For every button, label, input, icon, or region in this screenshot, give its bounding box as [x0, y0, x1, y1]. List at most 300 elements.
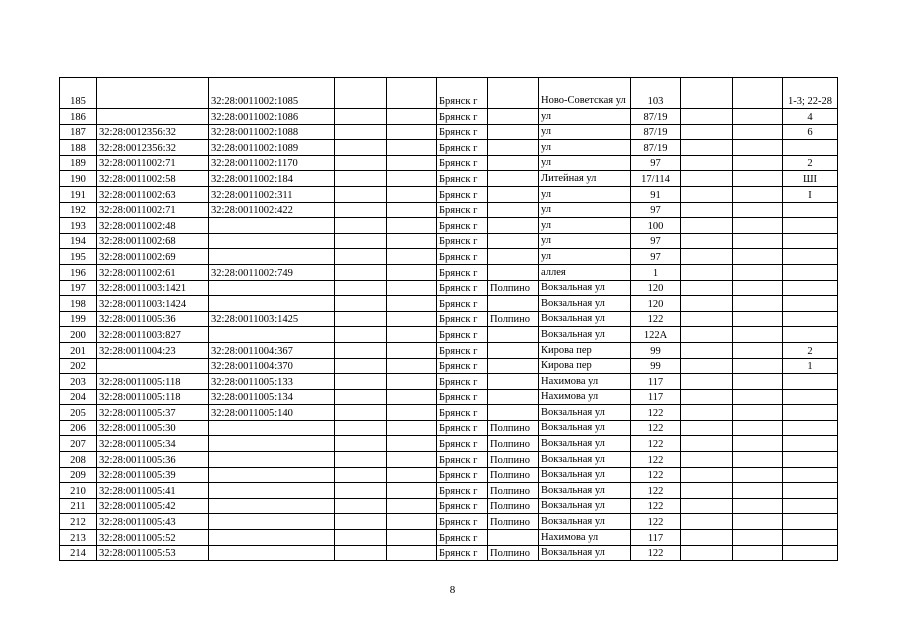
- empty-cell: [387, 218, 437, 234]
- land-cadastral-number-cell: 32:28:0011005:52: [97, 530, 209, 546]
- empty-cell: [733, 249, 783, 265]
- empty-cell: [733, 171, 783, 187]
- empty-cell: [681, 483, 733, 499]
- row-number-cell: 194: [60, 233, 97, 249]
- apartment-cell: ШI: [783, 171, 838, 187]
- object-cadastral-number-cell: 32:28:0011002:422: [209, 202, 335, 218]
- empty-cell: [733, 342, 783, 358]
- land-cadastral-number-cell: [97, 109, 209, 125]
- apartment-cell: 1-3; 22-28: [783, 78, 838, 109]
- empty-cell: [335, 327, 387, 343]
- table-row: [60, 405, 838, 421]
- apartment-cell: [783, 218, 838, 234]
- empty-cell: [733, 202, 783, 218]
- apartment-cell: 4: [783, 109, 838, 125]
- land-cadastral-number-cell: 32:28:0011003:1421: [97, 280, 209, 296]
- land-cadastral-number-cell: 32:28:0011005:37: [97, 405, 209, 421]
- house-number-cell: 99: [631, 342, 681, 358]
- locality-cell: [488, 249, 539, 265]
- object-cadastral-number-cell: 32:28:0011003:1425: [209, 311, 335, 327]
- house-number-cell: 103: [631, 78, 681, 109]
- empty-cell: [387, 358, 437, 374]
- house-number-cell: 91: [631, 186, 681, 202]
- city-cell: Брянск г: [437, 171, 488, 187]
- empty-cell: [335, 186, 387, 202]
- object-cadastral-number-cell: 32:28:0011005:133: [209, 374, 335, 390]
- city-cell: Брянск г: [437, 389, 488, 405]
- apartment-cell: [783, 249, 838, 265]
- row-number-cell: 204: [60, 389, 97, 405]
- object-cadastral-number-cell: 32:28:0011002:184: [209, 171, 335, 187]
- street-cell: Вокзальная ул: [539, 420, 631, 436]
- empty-cell: [387, 186, 437, 202]
- land-cadastral-number-cell: 32:28:0011005:118: [97, 374, 209, 390]
- table-row: [60, 78, 838, 109]
- empty-cell: [387, 530, 437, 546]
- row-number-cell: 201: [60, 342, 97, 358]
- street-cell: ул: [539, 155, 631, 171]
- empty-cell: [733, 124, 783, 140]
- apartment-cell: [783, 202, 838, 218]
- object-cadastral-number-cell: 32:28:0011004:367: [209, 342, 335, 358]
- city-cell: Брянск г: [437, 342, 488, 358]
- table-row: [60, 124, 838, 140]
- table-row: [60, 171, 838, 187]
- locality-cell: [488, 171, 539, 187]
- object-cadastral-number-cell: 32:28:0011005:134: [209, 389, 335, 405]
- city-cell: Брянск г: [437, 155, 488, 171]
- empty-cell: [387, 327, 437, 343]
- row-number-cell: 209: [60, 467, 97, 483]
- city-cell: Брянск г: [437, 530, 488, 546]
- locality-cell: [488, 358, 539, 374]
- land-cadastral-number-cell: 32:28:0011005:118: [97, 389, 209, 405]
- land-cadastral-number-cell: 32:28:0011005:36: [97, 311, 209, 327]
- land-cadastral-number-cell: 32:28:0011005:53: [97, 545, 209, 561]
- empty-cell: [681, 420, 733, 436]
- house-number-cell: 122: [631, 452, 681, 468]
- object-cadastral-number-cell: [209, 296, 335, 312]
- table-row: [60, 311, 838, 327]
- street-cell: Вокзальная ул: [539, 436, 631, 452]
- land-cadastral-number-cell: 32:28:0011005:43: [97, 514, 209, 530]
- row-number-cell: 190: [60, 171, 97, 187]
- street-cell: Кирова пер: [539, 358, 631, 374]
- table-row: [60, 358, 838, 374]
- apartment-cell: [783, 311, 838, 327]
- empty-cell: [387, 405, 437, 421]
- land-cadastral-number-cell: 32:28:0012356:32: [97, 140, 209, 156]
- empty-cell: [335, 374, 387, 390]
- street-cell: Вокзальная ул: [539, 280, 631, 296]
- row-number-cell: 214: [60, 545, 97, 561]
- land-cadastral-number-cell: 32:28:0011005:41: [97, 483, 209, 499]
- city-cell: Брянск г: [437, 405, 488, 421]
- empty-cell: [733, 530, 783, 546]
- empty-cell: [335, 452, 387, 468]
- apartment-cell: [783, 467, 838, 483]
- house-number-cell: 1: [631, 264, 681, 280]
- empty-cell: [681, 358, 733, 374]
- object-cadastral-number-cell: [209, 327, 335, 343]
- locality-cell: Полпино: [488, 436, 539, 452]
- empty-cell: [681, 389, 733, 405]
- empty-cell: [387, 498, 437, 514]
- house-number-cell: 87/19: [631, 124, 681, 140]
- house-number-cell: 117: [631, 389, 681, 405]
- empty-cell: [733, 374, 783, 390]
- land-cadastral-number-cell: 32:28:0011005:39: [97, 467, 209, 483]
- locality-cell: [488, 109, 539, 125]
- empty-cell: [335, 483, 387, 499]
- locality-cell: Полпино: [488, 311, 539, 327]
- street-cell: Нахимова ул: [539, 389, 631, 405]
- row-number-cell: 212: [60, 514, 97, 530]
- table-row: [60, 467, 838, 483]
- land-cadastral-number-cell: 32:28:0011005:34: [97, 436, 209, 452]
- empty-cell: [681, 233, 733, 249]
- table-row: [60, 389, 838, 405]
- street-cell: ул: [539, 109, 631, 125]
- house-number-cell: 122: [631, 545, 681, 561]
- empty-cell: [733, 389, 783, 405]
- locality-cell: [488, 264, 539, 280]
- object-cadastral-number-cell: [209, 249, 335, 265]
- locality-cell: Полпино: [488, 514, 539, 530]
- empty-cell: [733, 78, 783, 109]
- city-cell: Брянск г: [437, 374, 488, 390]
- empty-cell: [387, 233, 437, 249]
- empty-cell: [681, 218, 733, 234]
- row-number-cell: 189: [60, 155, 97, 171]
- row-number-cell: 187: [60, 124, 97, 140]
- row-number-cell: 199: [60, 311, 97, 327]
- object-cadastral-number-cell: [209, 452, 335, 468]
- house-number-cell: 97: [631, 155, 681, 171]
- street-cell: ул: [539, 124, 631, 140]
- row-number-cell: 210: [60, 483, 97, 499]
- empty-cell: [335, 202, 387, 218]
- apartment-cell: [783, 389, 838, 405]
- table-row: [60, 140, 838, 156]
- house-number-cell: 122: [631, 483, 681, 499]
- empty-cell: [733, 233, 783, 249]
- city-cell: Брянск г: [437, 358, 488, 374]
- street-cell: ул: [539, 233, 631, 249]
- apartment-cell: [783, 530, 838, 546]
- apartment-cell: [783, 436, 838, 452]
- empty-cell: [733, 545, 783, 561]
- locality-cell: [488, 78, 539, 109]
- object-cadastral-number-cell: [209, 233, 335, 249]
- house-number-cell: 122: [631, 514, 681, 530]
- row-number-cell: 192: [60, 202, 97, 218]
- street-cell: ул: [539, 186, 631, 202]
- table-row: [60, 342, 838, 358]
- row-number-cell: 196: [60, 264, 97, 280]
- city-cell: Брянск г: [437, 498, 488, 514]
- city-cell: Брянск г: [437, 249, 488, 265]
- apartment-cell: 2: [783, 342, 838, 358]
- locality-cell: [488, 530, 539, 546]
- house-number-cell: 100: [631, 218, 681, 234]
- empty-cell: [387, 296, 437, 312]
- table-row: [60, 452, 838, 468]
- object-cadastral-number-cell: [209, 530, 335, 546]
- city-cell: Брянск г: [437, 327, 488, 343]
- apartment-cell: [783, 280, 838, 296]
- object-cadastral-number-cell: [209, 280, 335, 296]
- empty-cell: [681, 171, 733, 187]
- land-cadastral-number-cell: 32:28:0011005:30: [97, 420, 209, 436]
- empty-cell: [681, 78, 733, 109]
- empty-cell: [681, 264, 733, 280]
- empty-cell: [335, 140, 387, 156]
- table-row: [60, 514, 838, 530]
- locality-cell: Полпино: [488, 545, 539, 561]
- house-number-cell: 87/19: [631, 109, 681, 125]
- city-cell: Брянск г: [437, 467, 488, 483]
- city-cell: Брянск г: [437, 264, 488, 280]
- table-row: [60, 420, 838, 436]
- apartment-cell: [783, 452, 838, 468]
- locality-cell: [488, 202, 539, 218]
- empty-cell: [335, 420, 387, 436]
- apartment-cell: [783, 264, 838, 280]
- row-number-cell: 200: [60, 327, 97, 343]
- locality-cell: [488, 342, 539, 358]
- apartment-cell: [783, 420, 838, 436]
- city-cell: Брянск г: [437, 233, 488, 249]
- empty-cell: [387, 78, 437, 109]
- empty-cell: [335, 436, 387, 452]
- object-cadastral-number-cell: 32:28:0011002:1088: [209, 124, 335, 140]
- empty-cell: [387, 264, 437, 280]
- apartment-cell: [783, 140, 838, 156]
- city-cell: Брянск г: [437, 218, 488, 234]
- city-cell: Брянск г: [437, 420, 488, 436]
- empty-cell: [387, 109, 437, 125]
- empty-cell: [733, 140, 783, 156]
- locality-cell: [488, 155, 539, 171]
- empty-cell: [681, 452, 733, 468]
- empty-cell: [387, 280, 437, 296]
- street-cell: Вокзальная ул: [539, 405, 631, 421]
- house-number-cell: 122А: [631, 327, 681, 343]
- row-number-cell: 211: [60, 498, 97, 514]
- house-number-cell: 97: [631, 233, 681, 249]
- empty-cell: [387, 514, 437, 530]
- locality-cell: [488, 327, 539, 343]
- empty-cell: [335, 467, 387, 483]
- street-cell: Вокзальная ул: [539, 514, 631, 530]
- row-number-cell: 191: [60, 186, 97, 202]
- empty-cell: [387, 171, 437, 187]
- street-cell: Вокзальная ул: [539, 311, 631, 327]
- empty-cell: [733, 280, 783, 296]
- empty-cell: [681, 249, 733, 265]
- empty-cell: [681, 467, 733, 483]
- empty-cell: [387, 374, 437, 390]
- object-cadastral-number-cell: 32:28:0011002:1089: [209, 140, 335, 156]
- apartment-cell: [783, 327, 838, 343]
- empty-cell: [335, 530, 387, 546]
- empty-cell: [681, 140, 733, 156]
- city-cell: Брянск г: [437, 545, 488, 561]
- locality-cell: [488, 186, 539, 202]
- empty-cell: [335, 264, 387, 280]
- empty-cell: [733, 514, 783, 530]
- locality-cell: Полпино: [488, 498, 539, 514]
- object-cadastral-number-cell: 32:28:0011002:1170: [209, 155, 335, 171]
- apartment-cell: [783, 514, 838, 530]
- empty-cell: [335, 124, 387, 140]
- empty-cell: [387, 420, 437, 436]
- land-cadastral-number-cell: 32:28:0011002:68: [97, 233, 209, 249]
- house-number-cell: 97: [631, 249, 681, 265]
- table-row: [60, 530, 838, 546]
- land-cadastral-number-cell: 32:28:0011002:61: [97, 264, 209, 280]
- locality-cell: [488, 374, 539, 390]
- empty-cell: [733, 264, 783, 280]
- empty-cell: [335, 514, 387, 530]
- table-row: [60, 155, 838, 171]
- street-cell: Вокзальная ул: [539, 467, 631, 483]
- row-number-cell: 185: [60, 78, 97, 109]
- table-row: [60, 186, 838, 202]
- object-cadastral-number-cell: 32:28:0011005:140: [209, 405, 335, 421]
- empty-cell: [681, 342, 733, 358]
- empty-cell: [681, 155, 733, 171]
- empty-cell: [681, 374, 733, 390]
- empty-cell: [733, 311, 783, 327]
- empty-cell: [387, 155, 437, 171]
- object-cadastral-number-cell: 32:28:0011002:749: [209, 264, 335, 280]
- empty-cell: [733, 358, 783, 374]
- table-row: [60, 249, 838, 265]
- land-cadastral-number-cell: 32:28:0011002:71: [97, 202, 209, 218]
- empty-cell: [681, 530, 733, 546]
- house-number-cell: 120: [631, 280, 681, 296]
- object-cadastral-number-cell: [209, 498, 335, 514]
- city-cell: Брянск г: [437, 483, 488, 499]
- street-cell: Вокзальная ул: [539, 498, 631, 514]
- empty-cell: [335, 280, 387, 296]
- empty-cell: [681, 296, 733, 312]
- table-row: [60, 436, 838, 452]
- empty-cell: [387, 342, 437, 358]
- land-cadastral-number-cell: [97, 78, 209, 109]
- object-cadastral-number-cell: [209, 420, 335, 436]
- object-cadastral-number-cell: [209, 467, 335, 483]
- street-cell: Вокзальная ул: [539, 483, 631, 499]
- apartment-cell: [783, 498, 838, 514]
- street-cell: аллея: [539, 264, 631, 280]
- empty-cell: [387, 140, 437, 156]
- locality-cell: Полпино: [488, 420, 539, 436]
- house-number-cell: 122: [631, 498, 681, 514]
- row-number-cell: 188: [60, 140, 97, 156]
- land-cadastral-number-cell: 32:28:0011002:63: [97, 186, 209, 202]
- empty-cell: [335, 233, 387, 249]
- object-cadastral-number-cell: [209, 483, 335, 499]
- city-cell: Брянск г: [437, 109, 488, 125]
- empty-cell: [733, 327, 783, 343]
- empty-cell: [335, 498, 387, 514]
- page-number: 8: [449, 584, 456, 596]
- empty-cell: [387, 389, 437, 405]
- land-cadastral-number-cell: [97, 358, 209, 374]
- empty-cell: [335, 405, 387, 421]
- apartment-cell: [783, 483, 838, 499]
- house-number-cell: 17/114: [631, 171, 681, 187]
- house-number-cell: 99: [631, 358, 681, 374]
- street-cell: ул: [539, 202, 631, 218]
- street-cell: Литейная ул: [539, 171, 631, 187]
- city-cell: Брянск г: [437, 140, 488, 156]
- city-cell: Брянск г: [437, 78, 488, 109]
- row-number-cell: 186: [60, 109, 97, 125]
- row-number-cell: 205: [60, 405, 97, 421]
- house-number-cell: 97: [631, 202, 681, 218]
- empty-cell: [733, 452, 783, 468]
- apartment-cell: I: [783, 186, 838, 202]
- empty-cell: [733, 483, 783, 499]
- empty-cell: [335, 78, 387, 109]
- row-number-cell: 208: [60, 452, 97, 468]
- empty-cell: [733, 405, 783, 421]
- empty-cell: [681, 436, 733, 452]
- apartment-cell: [783, 545, 838, 561]
- empty-cell: [335, 342, 387, 358]
- empty-cell: [681, 280, 733, 296]
- empty-cell: [733, 155, 783, 171]
- street-cell: Кирова пер: [539, 342, 631, 358]
- land-cadastral-number-cell: 32:28:0011002:48: [97, 218, 209, 234]
- house-number-cell: 117: [631, 530, 681, 546]
- land-cadastral-number-cell: 32:28:0011003:827: [97, 327, 209, 343]
- apartment-cell: 2: [783, 155, 838, 171]
- locality-cell: Полпино: [488, 452, 539, 468]
- empty-cell: [387, 202, 437, 218]
- empty-cell: [681, 186, 733, 202]
- empty-cell: [733, 420, 783, 436]
- table-row: [60, 545, 838, 561]
- land-cadastral-number-cell: 32:28:0011005:36: [97, 452, 209, 468]
- empty-cell: [681, 327, 733, 343]
- empty-cell: [733, 296, 783, 312]
- row-number-cell: 202: [60, 358, 97, 374]
- city-cell: Брянск г: [437, 124, 488, 140]
- land-cadastral-number-cell: 32:28:0012356:32: [97, 124, 209, 140]
- empty-cell: [681, 124, 733, 140]
- street-cell: Нахимова ул: [539, 374, 631, 390]
- city-cell: Брянск г: [437, 436, 488, 452]
- empty-cell: [387, 436, 437, 452]
- object-cadastral-number-cell: 32:28:0011002:1086: [209, 109, 335, 125]
- empty-cell: [335, 296, 387, 312]
- empty-cell: [733, 218, 783, 234]
- object-cadastral-number-cell: 32:28:0011004:370: [209, 358, 335, 374]
- land-cadastral-number-cell: 32:28:0011002:71: [97, 155, 209, 171]
- object-cadastral-number-cell: [209, 514, 335, 530]
- empty-cell: [733, 467, 783, 483]
- empty-cell: [335, 311, 387, 327]
- registry-rows: [60, 78, 838, 561]
- street-cell: Нахимова ул: [539, 530, 631, 546]
- house-number-cell: 122: [631, 467, 681, 483]
- street-cell: ул: [539, 249, 631, 265]
